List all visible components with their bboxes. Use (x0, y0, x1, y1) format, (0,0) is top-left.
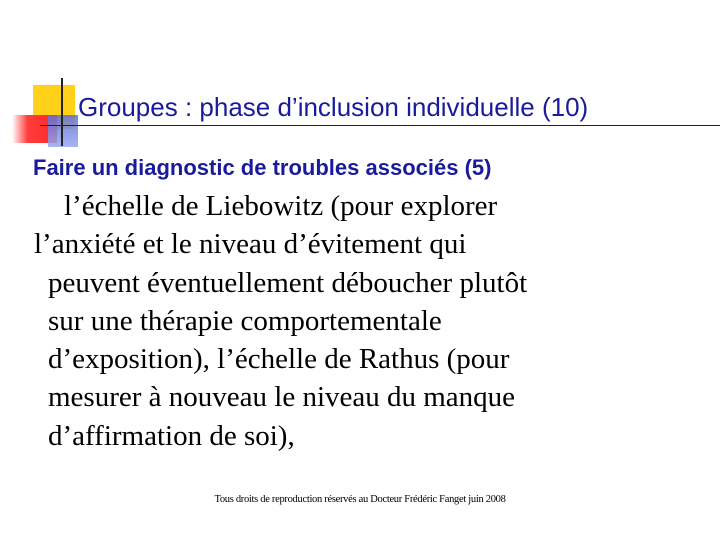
body-line: l’anxiété et le niveau d’évitement qui (34, 228, 467, 261)
body-line: l’échelle de Liebowitz (pour explorer (64, 190, 498, 222)
body-line: mesurer à nouveau le niveau du manque (48, 381, 516, 414)
body-line: peuvent éventuellement déboucher plutôt (48, 266, 528, 299)
slide-title: Groupes : phase d’inclusion individuelle (10) (78, 92, 589, 122)
decor-vertical-line (61, 78, 63, 146)
body-line: sur une thérapie comportementale (48, 304, 442, 337)
decor-blue-square (48, 115, 78, 147)
body-line: d’exposition), l’échelle de Rathus (pour (48, 343, 510, 376)
copyright-footer: Tous droits de reproduction réservés au Docteur Frédéric Fanget juin 2008 (214, 494, 506, 505)
slide-subtitle: Faire un diagnostic de troubles associés (5) (33, 155, 492, 180)
body-line: d’affirmation de soi), (48, 419, 295, 452)
slide-body (34, 187, 674, 455)
title-underline (40, 125, 720, 126)
